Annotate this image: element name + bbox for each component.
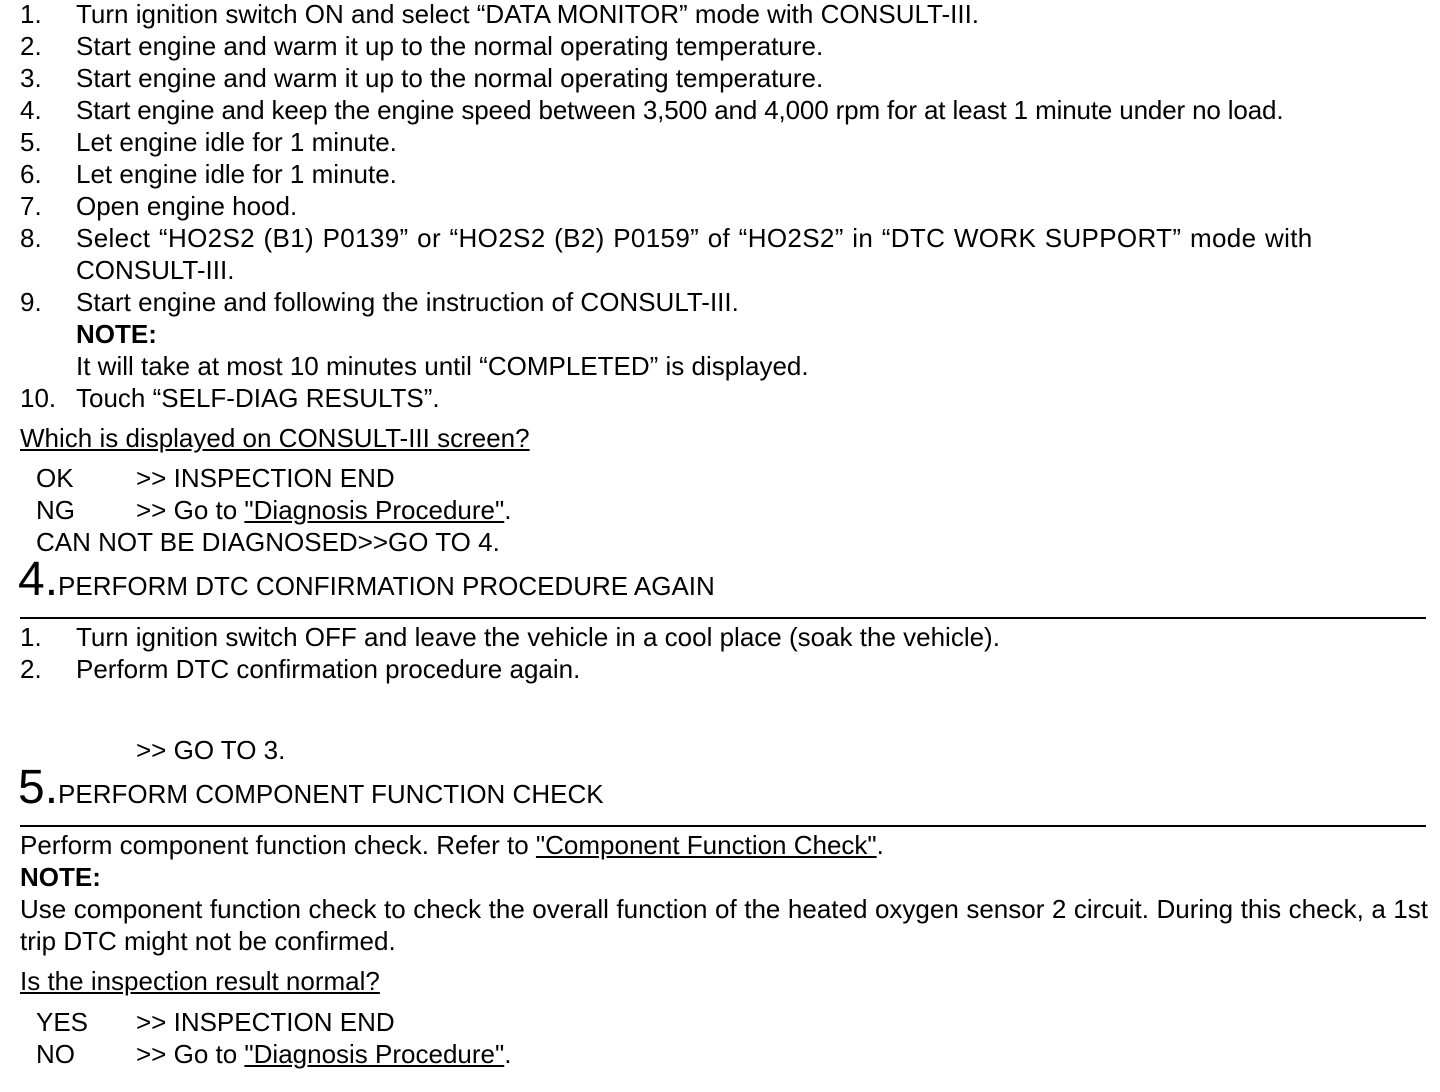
step-4-number: 4. <box>18 553 59 606</box>
diagnosis-procedure-link[interactable]: "Diagnosis Procedure" <box>244 495 505 525</box>
step-number: 2. <box>20 654 42 684</box>
step-5-divider <box>20 825 1426 827</box>
intro-prefix: Perform component function check. Refer to <box>20 830 536 860</box>
result-yes-label: YES <box>36 1007 89 1037</box>
step-text: Turn ignition switch OFF and leave the vehicle in a cool place (soak the vehicle). <box>76 622 1000 652</box>
step-number: 7. <box>20 191 42 221</box>
step-text: Touch “SELF-DIAG RESULTS”. <box>76 383 440 413</box>
result-yes-text: >> INSPECTION END <box>136 1007 395 1037</box>
question-inspection-result <box>20 965 380 997</box>
result-ng-suffix: . <box>504 495 512 525</box>
step-text: Let engine idle for 1 minute. <box>76 159 397 189</box>
result-ng-prefix: >> Go to <box>136 495 245 525</box>
step-number: 2. <box>20 31 42 61</box>
step-text: Perform DTC confirmation procedure again. <box>76 654 581 684</box>
question-text: Is the inspection result normal? <box>20 966 380 996</box>
question-consult-screen <box>20 422 530 454</box>
result-ok-text: >> INSPECTION END <box>136 463 395 493</box>
step-number: 10. <box>20 383 57 413</box>
step-number: 9. <box>20 287 42 317</box>
result-ok-label: OK <box>36 463 74 493</box>
step-text: Start engine and warm it up to the normal operating temperature. <box>76 31 824 61</box>
diagnosis-procedure-link[interactable]: "Diagnosis Procedure" <box>244 1039 505 1069</box>
step-4-divider <box>20 617 1426 619</box>
note-label-text: NOTE: <box>76 319 157 349</box>
step-number: 3. <box>20 63 42 93</box>
step-text: Start engine and keep the engine speed between 3,500 and 4,000 rpm for at least 1 minute under no load. <box>76 95 1284 125</box>
step-5-note-text: Use component function check to check the overall function of the heated oxygen sensor 2 circuit. During this check, a 1st trip DTC might not be confirmed. <box>20 894 1428 956</box>
step-text: Start engine and following the instruction of CONSULT-III. <box>76 287 739 317</box>
step-5-note-label: NOTE: <box>20 862 101 892</box>
step-number: 1. <box>20 622 42 652</box>
step-number: 1. <box>20 0 42 29</box>
step-number: 5. <box>20 127 42 157</box>
note-body-text: It will take at most 10 minutes until “COMPLETED” is displayed. <box>76 351 809 381</box>
question-text: Which is displayed on CONSULT-III screen? <box>20 423 530 453</box>
result-no-suffix: . <box>504 1039 512 1069</box>
step-5-heading <box>18 761 604 814</box>
step-5-title: PERFORM COMPONENT FUNCTION CHECK <box>58 779 604 809</box>
step-text: Open engine hood. <box>76 191 298 221</box>
goto-text: >> GO TO 3. <box>136 735 286 765</box>
result-cannot-diagnose-text: CAN NOT BE DIAGNOSED>>GO TO 4. <box>36 527 500 557</box>
intro-suffix: . <box>876 830 884 860</box>
step-text: Turn ignition switch ON and select “DATA MONITOR” mode with CONSULT-III. <box>76 0 980 29</box>
step-5-number: 5. <box>18 761 59 814</box>
result-ng-text <box>136 494 511 526</box>
step-4-title: PERFORM DTC CONFIRMATION PROCEDURE AGAIN <box>58 571 715 601</box>
step-number: 8. <box>20 223 42 253</box>
step-4-heading <box>18 553 715 606</box>
result-no-text <box>136 1038 511 1070</box>
component-function-check-link[interactable]: "Component Function Check" <box>535 830 877 860</box>
step-5-intro <box>20 829 884 861</box>
step-number: 6. <box>20 159 42 189</box>
step-text: Start engine and warm it up to the normal operating temperature. <box>76 63 824 93</box>
result-ng-label: NG <box>36 495 75 525</box>
step-text: CONSULT-III. <box>76 255 235 285</box>
step-text: Let engine idle for 1 minute. <box>76 127 397 157</box>
step-number: 4. <box>20 95 42 125</box>
result-no-label: NO <box>36 1039 75 1069</box>
step-text: Select “HO2S2 (B1) P0139” or “HO2S2 (B2) P0159” of “HO2S2” in “DTC WORK SUPPORT” mode with <box>76 223 1313 253</box>
result-no-prefix: >> Go to <box>136 1039 245 1069</box>
